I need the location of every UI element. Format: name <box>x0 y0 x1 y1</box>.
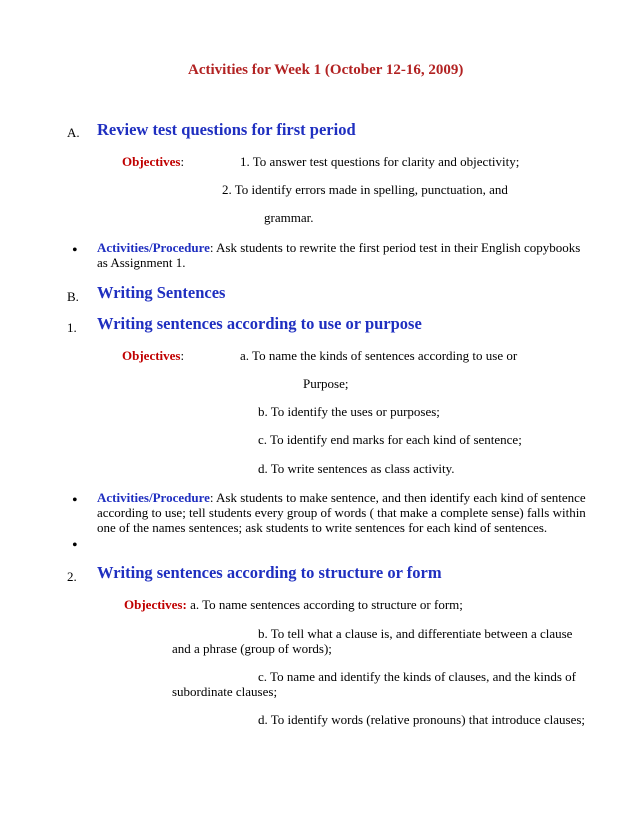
activities-text: : Ask students to rewrite the first period test in their English copybooks as Assignment 1. <box>97 240 581 270</box>
objective-a: a. To name the kinds of sentences according to use or <box>240 348 518 363</box>
page-title: Activities for Week 1 (October 12-16, 2009) <box>188 62 464 78</box>
objective-2: 2. To identify errors made in spelling, punctuation, and <box>222 182 508 197</box>
activities-text: : Ask students to make sentence, and then identify each kind of sentence according to use; tell students every group of words ( that make a complete sense) falls within one of the names sentences; ask students to write sentences for each kind of sentences. <box>97 490 586 535</box>
objective-d: d. To identify words (relative pronouns) that introduce clauses; <box>258 712 586 727</box>
section-1-marker: 1. <box>67 320 77 335</box>
bullet-icon: • <box>72 242 78 259</box>
section-b-heading: Writing Sentences <box>97 283 226 302</box>
empty-bullet-icon: • <box>72 537 78 554</box>
objectives-label: Objectives <box>122 154 181 169</box>
activities-label: Activities/Procedure <box>97 240 210 255</box>
section-1-activities <box>97 490 587 535</box>
section-2-objectives <box>124 597 463 613</box>
bullet-icon: • <box>72 492 78 509</box>
objectives-label: Objectives <box>122 348 181 363</box>
section-a-objectives <box>122 154 184 170</box>
objective-b-line1: b. To tell what a clause is, and differentiate between a clause <box>258 626 573 641</box>
objective-c-line2: subordinate clauses; <box>172 684 278 699</box>
section-a-marker: A. <box>67 125 80 140</box>
section-1-heading: Writing sentences according to use or purpose <box>97 314 422 333</box>
section-b-marker: B. <box>67 289 79 304</box>
objective-c: c. To identify end marks for each kind of sentence; <box>258 432 522 447</box>
objective-a-continued: Purpose; <box>303 376 349 391</box>
section-a-activities <box>97 240 587 270</box>
section-a-heading: Review test questions for first period <box>97 120 356 139</box>
objective-d: d. To write sentences as class activity. <box>258 461 455 476</box>
objectives-label: Objectives: <box>124 597 187 612</box>
section-2-marker: 2. <box>67 569 77 584</box>
section-1-objectives <box>122 348 184 364</box>
objectives-colon: : <box>180 154 185 169</box>
objective-c-line1: c. To name and identify the kinds of clauses, and the kinds of <box>258 669 576 684</box>
objective-b-line2: and a phrase (group of words); <box>172 641 332 656</box>
objective-b: b. To identify the uses or purposes; <box>258 404 440 419</box>
objective-2-continued: grammar. <box>264 210 314 225</box>
section-2-heading: Writing sentences according to structure or form <box>97 563 442 582</box>
activities-label: Activities/Procedure <box>97 490 210 505</box>
objectives-colon: : <box>180 348 185 363</box>
objective-1: 1. To answer test questions for clarity and objectivity; <box>240 154 520 169</box>
objective-a: a. To name sentences according to structure or form; <box>190 597 463 612</box>
